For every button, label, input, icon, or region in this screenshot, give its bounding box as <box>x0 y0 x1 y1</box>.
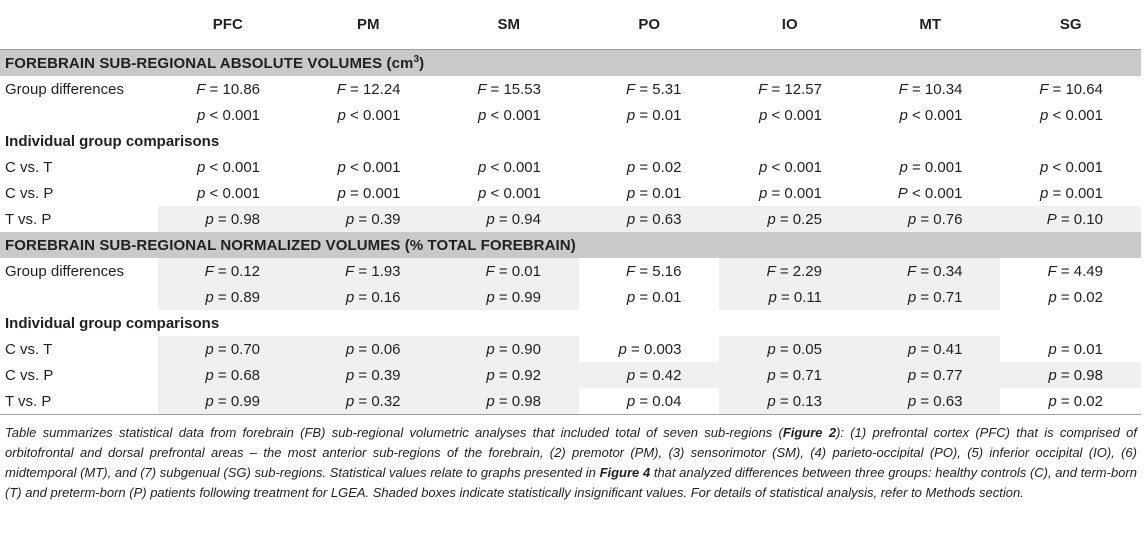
row-label: C vs. T <box>5 340 53 358</box>
subheader-row <box>0 128 1141 154</box>
stat-cell: p = 0.68 <box>158 362 298 388</box>
stat-cell: p < 0.001 <box>478 158 541 176</box>
table-row <box>0 258 1141 284</box>
section-title: FOREBRAIN SUB-REGIONAL ABSOLUTE VOLUMES $(cm^3)$ <box>0 50 1141 77</box>
stat-cell: p = 0.63 <box>579 206 719 232</box>
stat-cell: p < 0.001 <box>197 106 261 124</box>
stat-cell: P = 0.10 <box>1000 206 1141 232</box>
stat-cell: p = 0.90 <box>439 336 579 362</box>
row-label: C vs. P <box>5 184 54 202</box>
stat-cell: p = 0.99 <box>439 284 579 310</box>
stat-cell: p = 0.76 <box>860 206 1000 232</box>
stat-cell: p = 0.01 <box>626 106 682 124</box>
stat-cell: p = 0.001 <box>758 184 822 202</box>
subheader-label: Individual group comparisons <box>5 132 220 150</box>
row-label: Group differences <box>5 262 124 280</box>
stat-cell: p = 0.001 <box>337 184 401 202</box>
stat-cell: p < 0.001 <box>337 158 401 176</box>
column-header: PFC <box>212 16 243 33</box>
stat-cell: p = 0.42 <box>579 362 719 388</box>
header-row <box>0 0 1141 50</box>
stat-cell: F = 12.57 <box>758 80 822 98</box>
subheader-label: Individual group comparisons <box>5 314 220 332</box>
stat-cell: p = 0.04 <box>579 388 719 415</box>
stat-cell: p = 0.92 <box>439 362 579 388</box>
subheader-row <box>0 310 1141 336</box>
row-label: Group differences <box>5 80 124 98</box>
stat-cell: p = 0.32 <box>298 388 438 415</box>
column-header: MT <box>919 16 942 33</box>
column-header: IO <box>781 16 798 33</box>
stat-cell: F = 10.34 <box>898 80 963 98</box>
figure-2-reference: Figure 2 <box>782 425 837 440</box>
section-title: FOREBRAIN SUB-REGIONAL NORMALIZED VOLUMES (% TOTAL FOREBRAIN) <box>0 232 1141 258</box>
row-label: T vs. P <box>5 210 52 228</box>
table-row <box>0 102 1141 128</box>
table-row <box>0 388 1141 415</box>
stat-cell: p = 0.06 <box>298 336 438 362</box>
stat-cell: p = 0.05 <box>719 336 859 362</box>
section-header-normalized <box>0 232 1141 258</box>
column-header: SG <box>1059 16 1082 33</box>
table-row <box>0 336 1141 362</box>
stat-cell: p < 0.001 <box>478 184 541 202</box>
stat-cell: p = 0.003 <box>618 340 682 358</box>
stat-cell: p = 0.77 <box>860 362 1000 388</box>
table-row <box>0 284 1141 310</box>
stat-cell: p = 0.71 <box>860 284 1000 310</box>
stat-cell: p = 0.99 <box>158 388 298 415</box>
stat-cell: p < 0.001 <box>197 158 261 176</box>
stat-cell: F = 4.49 <box>1047 262 1103 280</box>
section-header-absolute <box>0 50 1141 77</box>
stat-cell: p = 0.02 <box>1000 388 1141 415</box>
stat-cell: p = 0.63 <box>860 388 1000 415</box>
stat-cell: p = 0.02 <box>626 158 682 176</box>
stat-cell: p = 0.02 <box>1048 288 1103 306</box>
stat-cell: p = 0.16 <box>298 284 438 310</box>
table-caption: Table summarizes statistical data from forebrain (FB) sub-regional volumetric analyses that included total of seven sub-regions (Figure 2): (1) prefrontal cortex (PFC) that is comprised of orbitofrontal and dorsal prefrontal areas – the most anterior sub-regions of the forebrain, (2) premotor (PM), (3) sensorimotor (SM), (4) parieto-occipital (PO), (5) inferior occipital (IO), (6) midtemporal (MT), and (7) subgenual (SG) sub-regions. Statistical values relate to graphs presented in Figure 4 that analyzed differences between three groups: healthy controls (C), and term-born (T) and preterm-born (P) patients following treatment for LGEA. Shaded boxes indicate statistically insignificant values. For details of statistical analysis, refer to Methods section. <box>5 425 1138 500</box>
stat-cell: p = 0.25 <box>719 206 859 232</box>
header-corner <box>0 0 158 50</box>
row-label <box>0 284 158 310</box>
stat-cell: p < 0.001 <box>478 106 541 124</box>
stat-cell: p < 0.001 <box>197 184 261 202</box>
stat-cell: p = 0.98 <box>439 388 579 415</box>
stat-cell: p = 0.01 <box>1048 340 1103 358</box>
stat-cell: p = 0.39 <box>298 362 438 388</box>
stat-cell: p = 0.71 <box>719 362 859 388</box>
stat-cell: p = 0.01 <box>626 288 682 306</box>
stat-cell: p = 0.70 <box>158 336 298 362</box>
stat-cell: F = 15.53 <box>477 80 541 98</box>
stat-cell: F = 10.64 <box>1039 80 1103 98</box>
column-header: PO <box>638 16 661 33</box>
stat-cell: F = 0.12 <box>158 258 298 284</box>
table-row <box>0 362 1141 388</box>
row-label: C vs. P <box>5 366 54 384</box>
stat-cell: F = 12.24 <box>336 80 401 98</box>
column-header: PM <box>357 16 380 33</box>
stat-cell: F = 5.31 <box>626 80 682 98</box>
table-row <box>0 180 1141 206</box>
stat-cell: P < 0.001 <box>897 184 963 202</box>
stat-cell: p = 0.98 <box>158 206 298 232</box>
row-label <box>0 102 158 128</box>
stat-cell: p = 0.39 <box>298 206 438 232</box>
stat-cell: p = 0.41 <box>860 336 1000 362</box>
stat-cell: p = 0.01 <box>626 184 682 202</box>
figure-4-reference: Figure 4 <box>599 465 651 480</box>
stat-cell: F = 1.93 <box>298 258 438 284</box>
stat-cell: p = 0.001 <box>1040 184 1103 202</box>
row-label: T vs. P <box>0 388 158 415</box>
stat-cell: F = 0.34 <box>860 258 1000 284</box>
stat-cell: p < 0.001 <box>1040 106 1103 124</box>
stat-cell: p = 0.11 <box>719 284 859 310</box>
stat-cell: p = 0.89 <box>158 284 298 310</box>
stat-cell: F = 0.01 <box>439 258 579 284</box>
stat-cell: p = 0.001 <box>899 158 963 176</box>
stat-cell: p < 0.001 <box>758 106 822 124</box>
stat-cell: p = 0.98 <box>1000 362 1141 388</box>
stat-cell: p = 0.94 <box>439 206 579 232</box>
column-header: SM <box>497 16 520 33</box>
stat-cell: p < 0.001 <box>758 158 822 176</box>
stat-cell: p < 0.001 <box>899 106 963 124</box>
table-row <box>0 206 1141 232</box>
row-label: C vs. T <box>5 158 53 176</box>
stat-cell: p < 0.001 <box>337 106 401 124</box>
stat-cell: p = 0.13 <box>719 388 859 415</box>
stat-cell: F = 2.29 <box>719 258 859 284</box>
table-row <box>0 154 1141 180</box>
table-row <box>0 76 1141 102</box>
stat-cell: F = 5.16 <box>626 262 682 280</box>
stat-cell: F = 10.86 <box>196 80 261 98</box>
stat-cell: p < 0.001 <box>1040 158 1103 176</box>
